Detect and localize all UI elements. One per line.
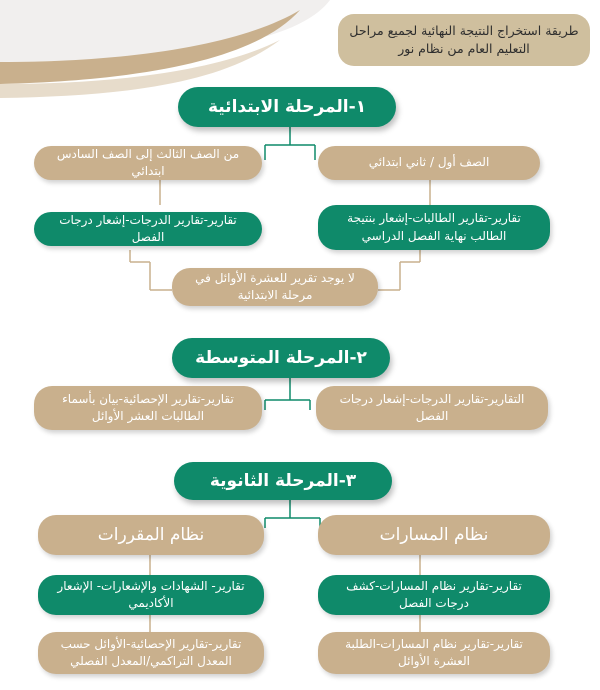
secondary-right-reports-2: تقارير-تقارير نظام المسارات-الطلبة العشرة الأوائل [318, 632, 550, 674]
secondary-right-reports-1: تقارير-تقارير نظام المسارات-كشف درجات الفصل [318, 575, 550, 615]
primary-right-grade: الصف أول / ثاني ابتدائي [318, 146, 540, 180]
secondary-left-reports-2: تقارير-تقارير الإحصائية-الأوائل حسب المعدل التراكمي/المعدل الفصلي [38, 632, 264, 674]
secondary-left-system: نظام المقررات [38, 515, 264, 555]
primary-right-reports: تقارير-تقارير الطالبات-إشعار بنتيجة الطالب نهاية الفصل الدراسي [318, 205, 550, 250]
stage-primary-header: ١-المرحلة الابتدائية [178, 87, 396, 127]
stage-secondary-header: ٣-المرحلة الثانوية [174, 462, 392, 500]
stage-intermediate-header: ٢-المرحلة المتوسطة [172, 338, 390, 378]
primary-left-reports: تقارير-تقارير الدرجات-إشعار درجات الفصل [34, 212, 262, 246]
secondary-right-system: نظام المسارات [318, 515, 550, 555]
intermediate-left-reports: تقارير-تقارير الإحصائية-بيان بأسماء الطالبات العشر الأوائل [34, 386, 262, 430]
page-title: طريقة استخراج النتيجة النهائية لجميع مراحل التعليم العام من نظام نور [338, 14, 590, 66]
primary-note: لا يوجد تقرير للعشرة الأوائل في مرحلة الابتدائية [172, 268, 378, 306]
secondary-left-reports-1: تقارير- الشهادات والإشعارات- الإشعار الأكاديمي [38, 575, 264, 615]
primary-left-grade: من الصف الثالث إلى الصف السادس ابتدائي [34, 146, 262, 180]
intermediate-right-reports: التقارير-تقارير الدرجات-إشعار درجات الفصل [316, 386, 548, 430]
